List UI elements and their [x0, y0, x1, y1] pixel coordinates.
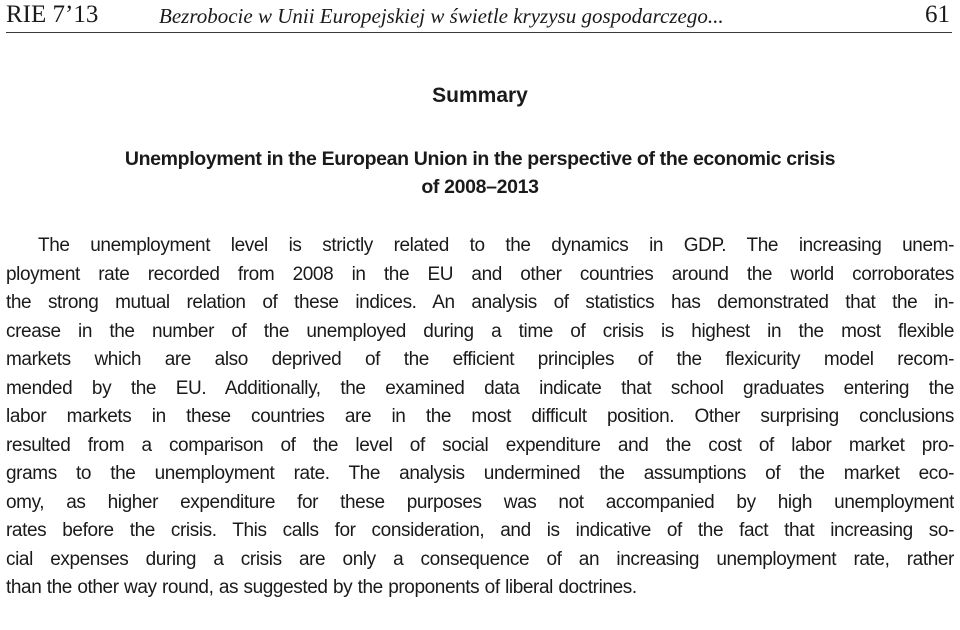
- running-title: Bezrobocie w Unii Europejskiej w świetle kryzysu gospodarczego...: [159, 4, 724, 28]
- running-header: [6, 0, 952, 33]
- paragraph-line-6: mended by the EU. Additionally, the examined data indicate that school graduates entering the: [6, 377, 954, 399]
- paragraph-line-11: rates before the crisis. This calls for consideration, and is indicative of the fact that increasing so-: [6, 520, 954, 541]
- summary-paragraph: [6, 232, 954, 603]
- page-number: 61: [925, 1, 950, 28]
- article-title-line-2: of 2008–2013: [421, 176, 539, 198]
- paragraph-line-13: than the other way round, as suggested by the proponents of liberal doctrines.: [6, 577, 637, 598]
- paragraph-line-7: labor markets in these countries are in the most difficult position. Other surprising conclusions: [6, 406, 954, 427]
- paragraph-line-2: ployment rate recorded from 2008 in the EU and other countries around the world corroborates: [6, 263, 954, 285]
- paragraph-line-10: omy, as higher expenditure for these purposes was not accompanied by high unemployment: [6, 491, 954, 513]
- section-heading: Summary: [432, 84, 528, 107]
- paragraph-line-12: cial expenses during a crisis are only a consequence of an increasing unemployment rate, rather: [6, 548, 954, 570]
- paragraph-line-5: markets which are also deprived of the efficient principles of the flexicurity model recom-: [6, 349, 954, 370]
- article-title: [0, 145, 960, 201]
- journal-id: RIE 7’13: [6, 1, 99, 28]
- paragraph-line-9: grams to the unemployment rate. The analysis undermined the assumptions of the market eco-: [6, 463, 954, 484]
- paragraph-line-8: resulted from a comparison of the level of social expenditure and the cost of labor market pro-: [6, 434, 954, 456]
- article-title-line-1: Unemployment in the European Union in the perspective of the economic crisis: [124, 148, 836, 170]
- paragraph-line-1: The unemployment level is strictly related to the dynamics in GDP. The increasing unem-: [38, 235, 954, 256]
- paragraph-line-4: crease in the number of the unemployed during a time of crisis is highest in the most flexible: [6, 320, 954, 342]
- paragraph-line-3: the strong mutual relation of these indices. An analysis of statistics has demonstrated that the in-: [6, 292, 954, 313]
